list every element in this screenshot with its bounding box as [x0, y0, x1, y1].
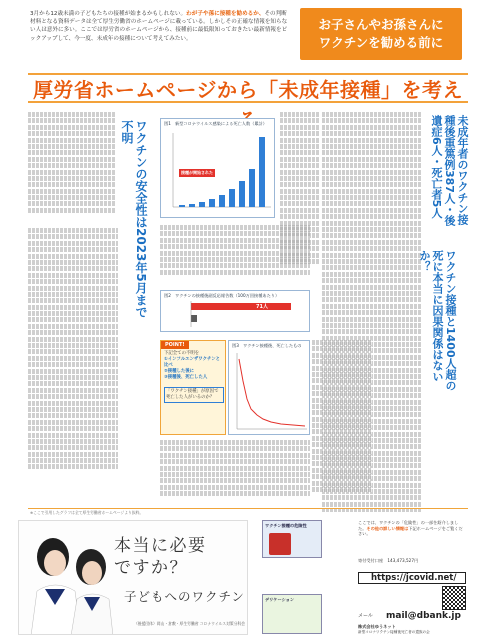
- book-title: デリケーション: [265, 597, 295, 602]
- section-divider: [28, 508, 468, 509]
- website-link[interactable]: https://jcovid.net/: [358, 572, 466, 584]
- badge-line-1: お子さんやお孫さんに: [318, 17, 444, 32]
- advertisement-photo: [18, 520, 248, 635]
- chart-bar: [179, 205, 185, 207]
- right-advertisement: [258, 520, 468, 635]
- chart-deaths-after-vaccination-graphic: [229, 341, 311, 436]
- point-item: ③接種後、死亡した人: [164, 375, 208, 380]
- chart-deaths-after-vaccination: [228, 340, 310, 435]
- vertical-title-right-top: 未成年者のワクチン接種後重篤例387人・後遺症6人・死亡者5人: [430, 115, 469, 226]
- article-column: [280, 112, 320, 282]
- right-ad-rest: 下記ホームページをご覧ください。: [358, 525, 463, 537]
- article-column: [28, 112, 116, 222]
- chart-bar: [209, 199, 215, 207]
- donation-info: [358, 558, 466, 564]
- book-title: ワクチン接種の危険性: [265, 523, 307, 528]
- article-column: [312, 340, 372, 510]
- footnote: ※ここで引用したグラフは全て厚生労働省ホームページより抜粋。: [30, 510, 144, 515]
- book-cover: [262, 594, 322, 634]
- intro-highlight: わが子や孫に接種を勧めるか、: [186, 11, 265, 17]
- right-ad-copy: [358, 520, 466, 537]
- article-column: [28, 228, 118, 498]
- vertical-title-left: ワクチンの安全性は2023年5月まで不明: [120, 120, 148, 318]
- point-footer: 「ワクチン接種」が原因で死亡した人がいるのか？: [164, 387, 224, 403]
- chart-bar: [219, 195, 225, 207]
- chart-bar: [229, 189, 235, 207]
- account-amount: 143,473,527円: [387, 558, 419, 563]
- chart-bar: [259, 137, 265, 207]
- chart-side-effects-graphic: [161, 291, 311, 333]
- ad-subtitle: 子どもへのワクチン: [124, 589, 245, 604]
- ad-title: 本当に必要ですか？: [114, 536, 207, 578]
- vertical-title-right-mid: ワクチン接種と1400人超の死に本当に因果関係はないか？: [418, 250, 457, 391]
- email-link[interactable]: mail@dbank.jp: [386, 611, 461, 621]
- chart-side-effects: [160, 290, 310, 332]
- chart-bar: [249, 169, 255, 207]
- chart-caption: 図1 新型コロナウイルス感染による死亡人数（累計）: [164, 121, 267, 126]
- point-item: ①インフルエンザワクチンと比べ: [164, 357, 221, 368]
- chart-deaths: [160, 118, 275, 218]
- main-headline: 厚労省ホームページから「未成年接種」を考え: [28, 73, 468, 103]
- chart-bar: [239, 181, 245, 207]
- book-cover: [262, 520, 322, 558]
- chart-caption: 図3 ワクチン接種後、死亡したもの: [232, 343, 302, 348]
- qr-code: [442, 586, 466, 610]
- chart-bar: [191, 303, 291, 310]
- ad-credit: （後援団体）岡山・倉敷・厚生労働省 コロナウイルス対策分科会: [134, 621, 246, 626]
- point-body: [164, 351, 224, 403]
- chart-bar: [191, 315, 197, 322]
- sponsor: 株式会社ゆうネット: [358, 624, 396, 629]
- chart-bar: [199, 202, 205, 207]
- sponsor-note: 新型コロナワクチン接種後死亡者の遺族の会: [358, 630, 430, 634]
- chart-value-label: 71人: [256, 304, 268, 310]
- intro-rest: その判断材料となる資料データは全て厚生労働省のホームページに載っている。しかしその正確な情報を知らない人は意外に多い。ここでは厚労省のホームページから、接種前に最低限知っておきたい最新情報をピックアップして、今一度、未成年の接種について考えてみたい。: [30, 11, 288, 42]
- article-column: [160, 440, 310, 505]
- point-intro: 下記全ての不明を: [164, 351, 200, 356]
- account-label: 寄付受付口座: [358, 558, 384, 563]
- chart-caption: 図2 ワクチンの接種後副反応報告数（100万回接種あたり）: [164, 293, 280, 298]
- header-badge: [300, 8, 462, 60]
- point-box: [160, 340, 226, 435]
- intro-paragraph: [30, 10, 292, 43]
- chart-line: [239, 359, 305, 426]
- chart-annotation: 接種が開始された: [181, 170, 213, 175]
- right-ad-lead: ここでは、ワクチンの「危険性」の一部を紹介しました。: [358, 520, 459, 531]
- intro-lead: 3月から12歳未満の子どもたちの接種が始まるかもしれない。: [30, 11, 187, 17]
- chart-bar: [189, 204, 195, 207]
- book-photo: [269, 533, 291, 555]
- right-ad-highlight: その他の詳しい情報は: [366, 525, 409, 531]
- point-title: POINT!: [161, 341, 189, 349]
- email-label: メール: [358, 613, 373, 619]
- badge-line-2: ワクチンを勧める前に: [318, 35, 444, 50]
- point-item: ②接種した後に: [164, 369, 195, 374]
